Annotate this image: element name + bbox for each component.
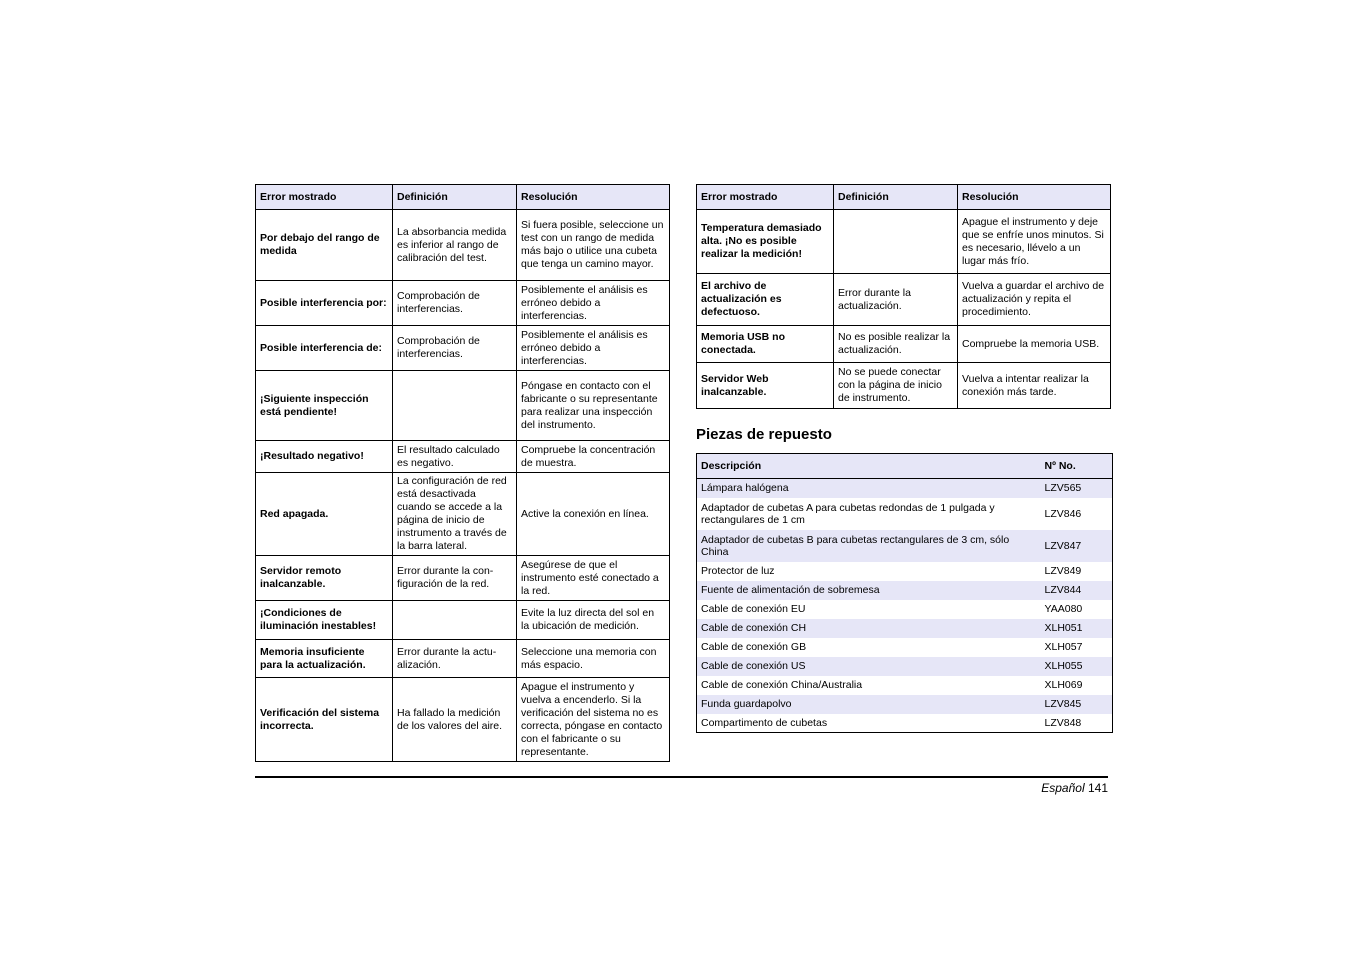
resolution-cell: Apague el instrumento y vuelva a encenderlo. Si la verificación del sistema no es correcta, póngase en contacto con el fabricante o su representante. [517, 678, 670, 762]
error-cell: Memoria insuficiente para la actualización. [256, 640, 393, 678]
table-row [697, 530, 1113, 562]
spare-parts-table [696, 453, 1113, 733]
table-row [256, 556, 670, 601]
page-footer [1041, 781, 1108, 795]
table-row [697, 600, 1113, 619]
footer-divider [255, 776, 1108, 778]
part-number: LZV845 [1041, 695, 1113, 714]
column-header-resolution: Resolución [958, 185, 1111, 210]
error-cell: Servidor Web inalcanzable. [697, 363, 834, 409]
definition-cell: Error durante la actu-alización. [393, 640, 517, 678]
error-cell: Posible interferencia por: [256, 281, 393, 326]
column-header-error: Error mostrado [256, 185, 393, 210]
part-description: Protector de luz [701, 565, 775, 577]
resolution-cell: Si fuera posible, seleccione un test con un rango de medida más bajo o utilice una cubeta que tenga un camino mayor. [517, 210, 670, 281]
table-header-row [697, 185, 1111, 210]
resolution-cell: Vuelva a intentar realizar la conexión más tarde. [958, 363, 1111, 409]
resolution-cell: Seleccione una memoria con más espacio. [517, 640, 670, 678]
table-row [697, 714, 1113, 733]
footer-language: Español [1041, 781, 1085, 795]
column-header-description: Descripción [697, 454, 1041, 479]
table-row [697, 274, 1111, 326]
definition-cell: Error durante la con-figuración de la red. [393, 556, 517, 601]
part-description: Fuente de alimentación de sobremesa [697, 581, 1041, 600]
table-row [256, 326, 670, 371]
error-cell: ¡Condiciones de iluminación inestables! [256, 601, 393, 640]
table-row [256, 281, 670, 326]
part-number: LZV844 [1041, 581, 1113, 600]
part-number: LZV846 [1044, 507, 1082, 520]
part-number: LZV848 [1044, 716, 1082, 729]
part-description: Lámpara halógena [697, 479, 1041, 498]
resolution-cell: Active la conexión en línea. [517, 473, 670, 556]
definition-cell: Error durante la actualización. [834, 274, 958, 326]
table-row [697, 363, 1111, 409]
resolution-cell: Evite la luz directa del sol en la ubicación de medición. [517, 601, 670, 640]
error-cell: Verificación del sistema incorrecta. [256, 678, 393, 762]
table-row [256, 371, 670, 441]
table-row [256, 210, 670, 281]
table-header-row [256, 185, 670, 210]
table-row [697, 581, 1113, 600]
table-row [697, 695, 1113, 714]
definition-cell [393, 601, 517, 640]
definition-cell: Comprobación de interferencias. [393, 281, 517, 326]
table-row [697, 210, 1111, 274]
resolution-cell: Compruebe la concentración de muestra. [517, 441, 670, 473]
error-cell: Servidor remoto inalcanzable. [256, 556, 393, 601]
column-header-resolution: Resolución [517, 185, 670, 210]
part-description: Compartimento de cubetas [701, 716, 828, 729]
table-row [697, 498, 1113, 530]
column-header-definition: Definición [393, 185, 517, 210]
table-row [697, 676, 1113, 695]
table-row [256, 441, 670, 473]
part-number: XLH057 [1044, 641, 1083, 653]
table-row [256, 678, 670, 762]
error-cell: Red apagada. [256, 473, 393, 556]
resolution-cell: Póngase en contacto con el fabricante o su representante para realizar una inspección del instrumento. [517, 371, 670, 441]
table-row [256, 640, 670, 678]
resolution-cell: Posiblemente el análisis es erróneo debido a interferencias. [517, 326, 670, 371]
table-row [697, 619, 1113, 638]
table-row [697, 479, 1113, 498]
part-description: Cable de conexión EU [701, 603, 806, 615]
part-description: Adaptador de cubetas A para cubetas redondas de 1 pulgada y rectangulares de 1 cm [701, 501, 995, 526]
section-heading-spare-parts: Piezas de repuesto [696, 426, 832, 443]
error-cell: ¡Resultado negativo! [256, 441, 393, 473]
part-description: Cable de conexión CH [697, 619, 1041, 638]
part-description: Cable de conexión US [697, 657, 1041, 676]
part-number: XLH069 [1044, 679, 1083, 691]
table-row [697, 562, 1113, 581]
resolution-cell: Posiblemente el análisis es erróneo debido a interferencias. [517, 281, 670, 326]
table-row [697, 638, 1113, 657]
definition-cell: Ha fallado la medición de los valores del aire. [393, 678, 517, 762]
resolution-cell: Vuelva a guardar el archivo de actualización y repita el procedimiento. [958, 274, 1111, 326]
part-number: XLH051 [1041, 619, 1113, 638]
error-cell: El archivo de actualización es defectuoso. [697, 274, 834, 326]
resolution-cell: Apague el instrumento y deje que se enfríe unos minutos. Si es necesario, llévelo a un lugar más frío. [958, 210, 1111, 274]
definition-cell: Comprobación de interferencias. [393, 326, 517, 371]
part-description: Adaptador de cubetas B para cubetas rectangulares de 3 cm, sólo China [697, 530, 1041, 562]
column-header-part-number: Nº No. [1041, 454, 1113, 479]
part-number: LZV565 [1041, 479, 1113, 498]
definition-cell: La absorbancia medida es inferior al rango de calibración del test. [393, 210, 517, 281]
resolution-cell: Compruebe la memoria USB. [958, 326, 1111, 363]
part-description: Cable de conexión GB [701, 641, 807, 653]
error-cell: Por debajo del rango de medida [256, 210, 393, 281]
error-cell: Posible interferencia de: [256, 326, 393, 371]
part-number: XLH055 [1041, 657, 1113, 676]
definition-cell: No se puede conectar con la página de inicio de instrumento. [834, 363, 958, 409]
error-cell: Temperatura demasiado alta. ¡No es posible realizar la medición! [697, 210, 834, 274]
error-table-right [696, 184, 1111, 409]
table-row [256, 473, 670, 556]
part-number: LZV847 [1041, 530, 1113, 562]
column-header-error: Error mostrado [697, 185, 834, 210]
table-row [256, 601, 670, 640]
part-number: LZV849 [1044, 565, 1082, 577]
definition-cell: El resultado calculado es negativo. [393, 441, 517, 473]
definition-cell [834, 210, 958, 274]
error-cell: Memoria USB no conectada. [697, 326, 834, 363]
table-row [697, 326, 1111, 363]
part-number: YAA080 [1044, 603, 1083, 615]
table-header-row [697, 454, 1113, 479]
table-row [697, 657, 1113, 676]
definition-cell: La configuración de red está desactivada cuando se accede a la página de inicio de instrumento a través de la barra lateral. [393, 473, 517, 556]
resolution-cell: Asegúrese de que el instrumento esté conectado a la red. [517, 556, 670, 601]
part-description: Funda guardapolvo [697, 695, 1041, 714]
error-table-left [255, 184, 670, 762]
part-description: Cable de conexión China/Australia [701, 679, 863, 691]
definition-cell [393, 371, 517, 441]
column-header-definition: Definición [834, 185, 958, 210]
error-cell: ¡Siguiente inspección está pendiente! [256, 371, 393, 441]
definition-cell: No es posible realizar la actualización. [834, 326, 958, 363]
page-number: 141 [1087, 781, 1108, 795]
